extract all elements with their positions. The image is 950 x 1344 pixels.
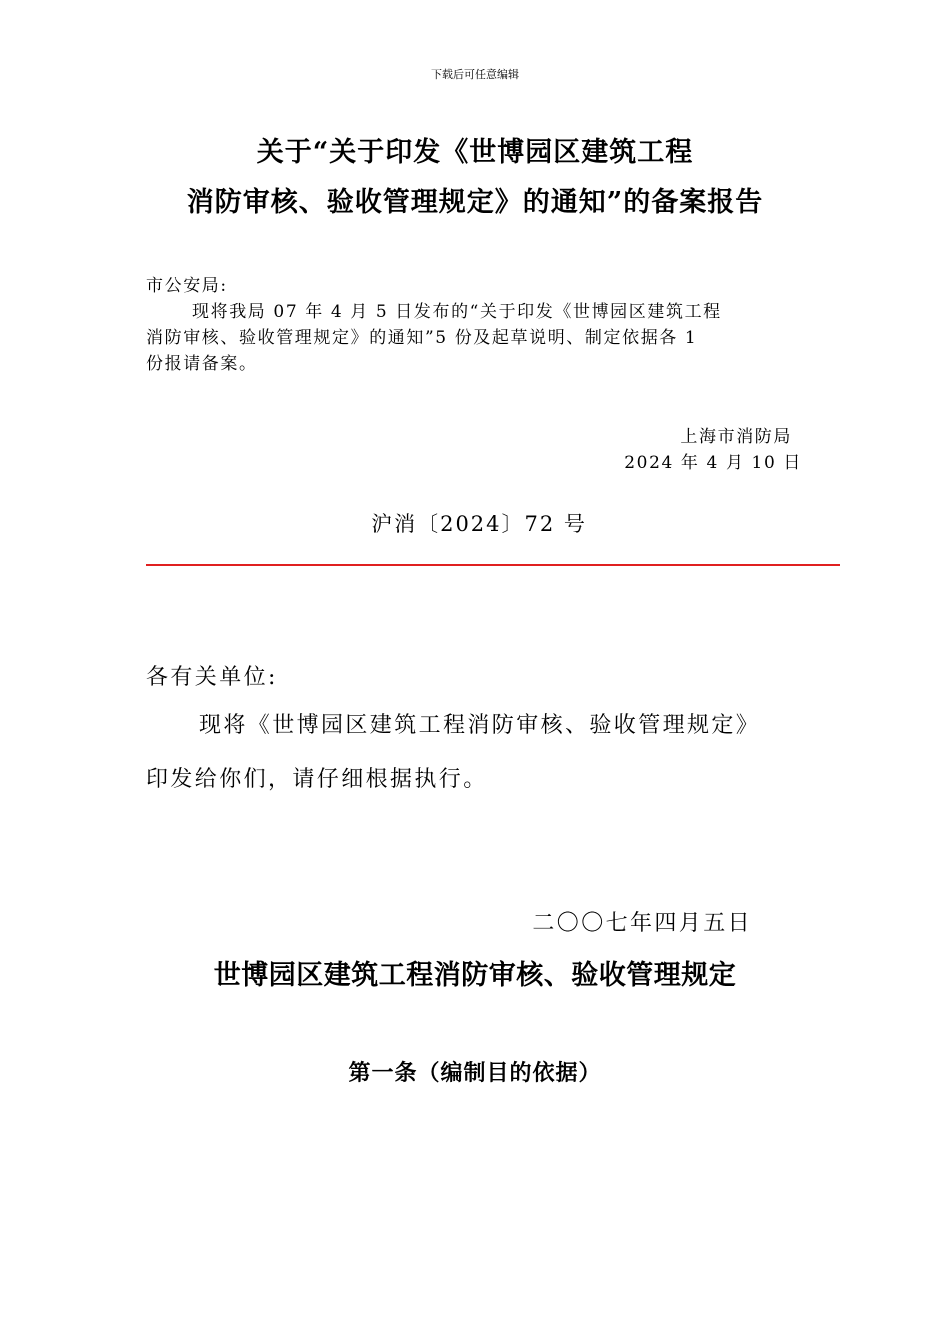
report-body-line-1: 现将我局 07 年 4 月 5 日发布的“关于印发《世博园区建筑工程 [192,302,722,322]
report-addressee: 市公安局: [146,276,228,296]
red-divider-line [146,564,840,566]
report-body-line-2: 消防审核、验收管理规定》的通知”5 份及起草说明、制定依据各 1 [146,328,698,348]
rule-title: 世博园区建筑工程消防审核、验收管理规定 [213,960,737,991]
report-date: 2024 年 4 月 10 日 [624,453,802,473]
report-issuer: 上海市消防局 [680,427,792,447]
notice-body-line-1: 现将《世博园区建筑工程消防审核、验收管理规定》 [199,713,761,738]
report-title-line-2: 消防审核、验收管理规定》的通知”的备案报告 [186,187,764,218]
report-body-line-3: 份报请备案。 [146,354,258,374]
header-note: 下载后可任意编辑 [431,68,519,81]
notice-date: 二〇〇七年四月五日 [532,911,752,936]
document-number: 沪消〔2024〕72 号 [371,512,587,536]
article-title: 第一条（编制目的依据） [348,1061,602,1086]
notice-body-line-2: 印发给你们，请仔细根据执行。 [146,767,488,792]
report-title-line-1: 关于“关于印发《世博园区建筑工程 [256,137,694,168]
notice-addressee: 各有关单位: [146,665,278,690]
report-body [146,299,722,377]
